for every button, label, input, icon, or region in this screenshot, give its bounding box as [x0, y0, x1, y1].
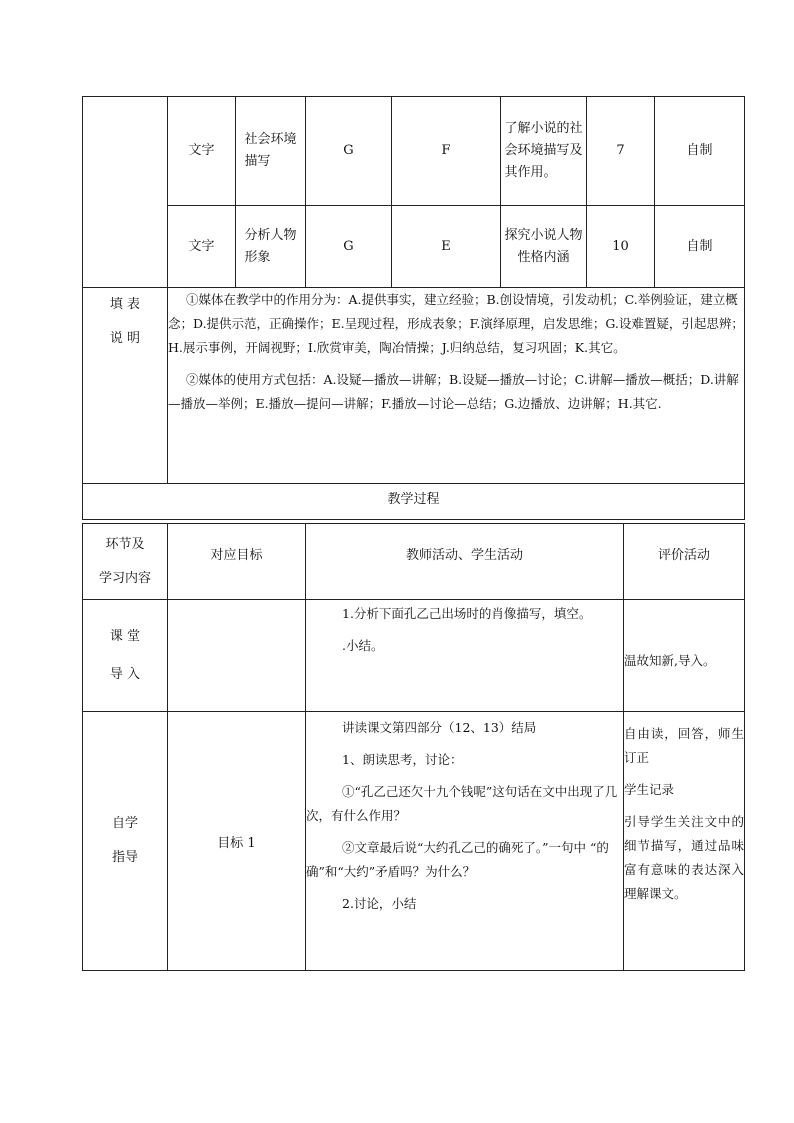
stage-goal — [168, 600, 306, 712]
header-stage: 环节及 学习内容 — [83, 524, 168, 600]
usage-code: E — [392, 206, 501, 288]
blank-cell — [83, 97, 168, 288]
stage-name: 自学 指导 — [83, 712, 168, 971]
media-resource-table — [82, 96, 745, 520]
goal-text: 了解小说的社会环境描写及其作用。 — [501, 97, 587, 206]
teaching-process-table — [82, 523, 745, 971]
stage-goal: 目标 1 — [168, 712, 306, 971]
fill-notes-row — [83, 288, 745, 484]
section-title: 教学过程 — [83, 484, 745, 520]
header-row — [83, 524, 745, 600]
media-type: 文字 — [168, 97, 236, 206]
header-activities: 教师活动、学生活动 — [306, 524, 624, 600]
content-name: 分析人物形象 — [236, 206, 306, 288]
time-minutes: 7 — [587, 97, 655, 206]
header-goal: 对应目标 — [168, 524, 306, 600]
stage-activities: 1.分析下面孔乙己出场时的肖像描写，填空。 .小结。 — [306, 600, 624, 712]
media-type: 文字 — [168, 206, 236, 288]
role-code: G — [306, 206, 392, 288]
stage-row — [83, 712, 745, 971]
resource-row — [83, 97, 745, 206]
section-title-row — [83, 484, 745, 520]
stage-evaluation: 自由读，回答，师生订正 学生记录 引导学生关注文中的细节描写，通过品味富有意味的表达深入理解课文。 — [624, 712, 745, 971]
role-code: G — [306, 97, 392, 206]
stage-name: 课 堂 导 入 — [83, 600, 168, 712]
header-evaluation: 评价活动 — [624, 524, 745, 600]
fill-notes-content — [168, 288, 745, 484]
note-paragraph: ①媒体在教学中的作用分为：A.提供事实，建立经验；B.创设情境，引发动机；C.举例验证，建立概念；D.提供示范，正确操作；E.呈现过程，形成表象；F.演绎原理，启发思维；G.设难置疑，引起思辨；H.展示事例，开阔视野；I.欣赏审美，陶冶情操；J.归纳总结，复习巩固；K.其它。 — [168, 292, 744, 355]
stage-evaluation: 温故知新,导入。 — [624, 600, 745, 712]
note-paragraph: ②媒体的使用方式包括：A.设疑—播放—讲解；B.设疑—播放—讨论；C.讲解—播放—概括；D.讲解—播放—举例；E.播放—提问—讲解；F.播放—讨论—总结；G.边播放、边讲解；H.其它. — [168, 372, 739, 411]
stage-activities: 讲读课文第四部分（12、13）结局 1、朗读思考，讨论： ①“孔乙己还欠十九个钱呢”这句话在文中出现了几次，有什么作用？ ②文章最后说“大约孔乙己的确死了。”一句中 “的确”和“大约”矛盾吗？为什么？ 2.讨论，小结 — [306, 712, 624, 971]
fill-notes-label: 填 表 说 明 — [83, 288, 168, 484]
resource-row — [83, 206, 745, 288]
content-name: 社会环境描写 — [236, 97, 306, 206]
stage-row — [83, 600, 745, 712]
source-text: 自制 — [655, 97, 745, 206]
usage-code: F — [392, 97, 501, 206]
time-minutes: 10 — [587, 206, 655, 288]
goal-text: 探究小说人物性格内涵 — [501, 206, 587, 288]
source-text: 自制 — [655, 206, 745, 288]
